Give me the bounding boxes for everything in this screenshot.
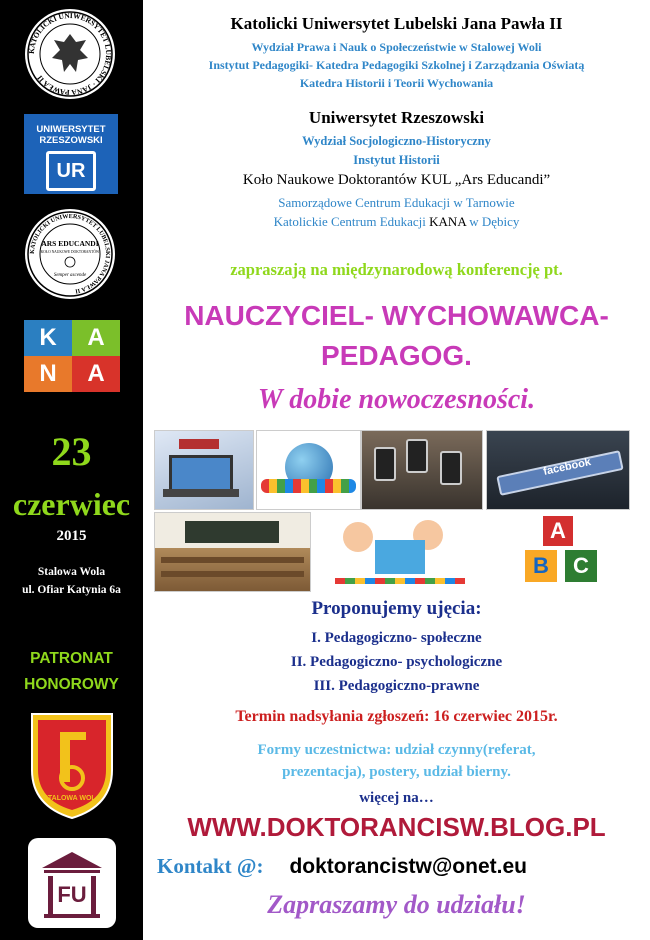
ur-logo-line1: UNIWERSYTET	[36, 124, 106, 135]
ur-logo-mark: UR	[46, 151, 96, 191]
contact-label: Kontakt @:	[157, 854, 264, 878]
sidebar	[0, 0, 143, 940]
centrum-kana: Katolickie Centrum Edukacji KANA w Dębicy	[273, 214, 520, 229]
deadline-text: Termin nadsyłania zgłoszeń: 16 czerwiec 2015r.	[235, 708, 558, 725]
conference-title-line2: PEDAGOG.	[321, 340, 472, 371]
invite-text: zapraszają na międzynarodową konferencję pt.	[230, 260, 563, 279]
kolo-naukowe: Koło Naukowe Doktorantów KUL „Ars Educandi”	[242, 172, 551, 188]
ars-seal-sub: KOŁO NAUKOWE DOKTORANTÓW	[40, 250, 100, 254]
ur-name: Uniwersytet Rzeszowski	[308, 108, 485, 127]
topic-item: I. Pedagogiczno- społeczne	[311, 630, 482, 646]
fu-logo	[28, 838, 116, 928]
abc-block: A	[543, 516, 573, 546]
facebook-label: facebook	[542, 456, 593, 478]
abc-block: C	[565, 550, 597, 582]
laptop-books-photo	[154, 430, 254, 510]
ur-logo	[24, 114, 118, 194]
website-link[interactable]: WWW.DOKTORANCISW.BLOG.PL	[187, 812, 606, 842]
kana-letter: A	[72, 356, 120, 392]
forms-line2: prezentacja), postery, udział bierny.	[282, 764, 511, 780]
stalowa-wola-coat-of-arms-logo	[30, 710, 114, 820]
ars-seal-ring-text: KATOLICKI UNIWERSYTET LUBELSKI JANA PAWŁA II	[28, 212, 112, 295]
ur-line: Wydział Socjologiczno-Historyczny	[302, 134, 491, 148]
conference-subtitle: W dobie nowoczesności.	[257, 384, 536, 415]
topic-item: III. Pedagogiczno-prawne	[313, 678, 480, 694]
main-content	[143, 0, 650, 940]
forms-line1: Formy uczestnictwa: udział czynny(referat,	[257, 742, 536, 758]
fu-logo-text: FU	[57, 882, 87, 907]
kul-line: Instytut Pedagogiki- Katedra Pedagogiki Szkolnej i Zarządzania Oświatą	[208, 58, 585, 72]
patronat-line1: PATRONAT	[30, 650, 113, 667]
kana-letter: A	[72, 320, 120, 356]
event-address: ul. Ofiar Katynia 6a	[22, 584, 121, 596]
topics-heading: Proponujemy ujęcia:	[311, 598, 482, 619]
kana-logo	[24, 320, 120, 392]
stalowa-badge-text: STALOWA WOLA	[43, 795, 101, 802]
kana-letter: K	[24, 320, 72, 356]
closing-text: Zapraszamy do udziału!	[267, 890, 526, 919]
topic-item: II. Pedagogiczno- psychologiczne	[290, 654, 503, 670]
kul-seal-logo	[24, 8, 116, 100]
event-month: czerwiec	[12, 486, 131, 522]
conference-title-line1: NAUCZYCIEL- WYCHOWAWCA-	[184, 300, 609, 331]
kul-name: Katolicki Uniwersytet Lubelski Jana Pawła II	[230, 14, 563, 33]
event-city: Stalowa Wola	[37, 566, 106, 578]
kids-drawing-photo	[325, 512, 475, 590]
classroom-photo	[154, 512, 311, 592]
ars-seal-motto: Semper ascende	[53, 273, 87, 278]
kana-letter: N	[24, 356, 72, 392]
globe-people-photo	[256, 430, 361, 510]
ars-educandi-seal-logo	[24, 208, 116, 300]
ur-logo-line2: RZESZOWSKI	[39, 135, 103, 146]
centrum-tarnow: Samorządowe Centrum Edukacji w Tarnowie	[278, 195, 515, 210]
kul-seal-text: KATOLICKI UNIWERSYTET LUBELSKI · JANA PAWŁA II	[26, 10, 114, 98]
patronat-line2: HONOROWY	[24, 676, 119, 693]
more-info-text: więcej na…	[359, 790, 434, 806]
event-year: 2015	[56, 528, 87, 544]
event-day: 23	[51, 429, 92, 474]
ars-seal-title: ARS EDUCANDI	[41, 239, 99, 248]
kul-line: Wydział Prawa i Nauk o Społeczeństwie w Stalowej Woli	[251, 40, 542, 54]
contact-email-link[interactable]: doktorancistw@onet.eu	[289, 855, 527, 878]
hands-phones-photo	[361, 430, 483, 510]
facebook-syringe-photo	[486, 430, 630, 510]
abc-block: B	[525, 550, 557, 582]
ur-line: Instytut Historii	[353, 153, 440, 167]
kul-line: Katedra Historii i Teorii Wychowania	[299, 76, 494, 90]
contact-row	[157, 854, 637, 879]
abc-blocks-photo	[521, 512, 611, 590]
